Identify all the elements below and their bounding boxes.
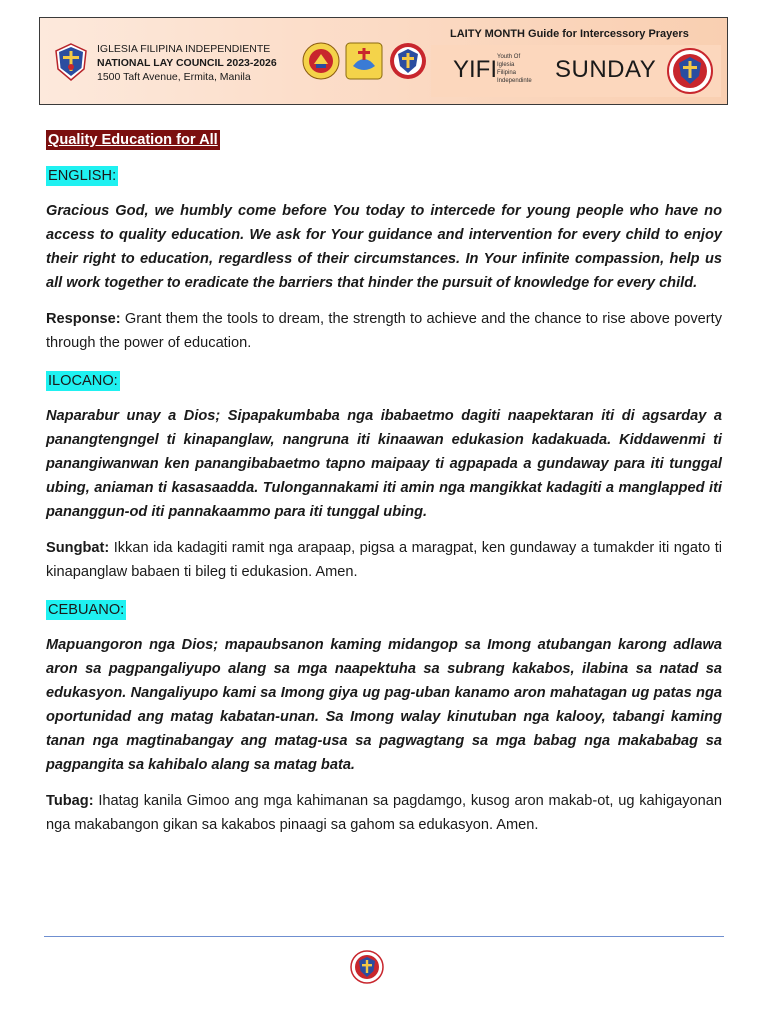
language-label: ENGLISH: <box>48 168 117 184</box>
yifi-sub-line: Filipina <box>497 70 517 76</box>
response-label: Sungbat: <box>46 540 110 556</box>
document-header <box>39 17 728 105</box>
language-label: ILOCANO: <box>48 373 118 389</box>
response-paragraph <box>46 789 722 837</box>
response-text: Grant them the tools to dream, the strength to achieve and the chance to rise above poverty through the power of education. <box>46 311 722 351</box>
response-text: Ikkan ida kadagiti ramit nga arapaap, pigsa a maragpat, ken gundaway a tumakder iti ngato ti kinapanglaw babaen ti bileg ti edukasion. Amen. <box>46 540 722 580</box>
footer-seal-icon <box>350 950 384 984</box>
dove-badge-icon <box>345 42 383 80</box>
prayer-text: Naparabur unay a Dios; Sipapakumbaba nga ibabaetmo dagiti naapektaran iti di agsarday a panangtengngel ti kinapanglaw, nangruna iti kinaawan edukasion kadakuada. Kiddawenmi ti panangiwanwan ken panangibabaetmo tapno maipaay ti agpapada a gundaway para iti tunggal ubing, aniaman ti kasasaadda. Tulongannakami iti amin nga mangikkat kadagiti a manglapped iti pananggun-od iti pannakaammo para iti tunggal ubing. <box>46 408 722 520</box>
response-label: Response: <box>46 311 121 327</box>
org-address: 1500 Taft Avenue, Ermita, Manila <box>97 71 251 83</box>
church-seal-icon <box>54 43 88 81</box>
sunday-label: SUNDAY <box>555 56 657 83</box>
section-cebuano <box>46 584 722 837</box>
prayer-content <box>46 130 722 837</box>
yifi-sub-line: Iglesia <box>497 62 515 68</box>
response-paragraph <box>46 307 722 355</box>
prayer-text: Mapuangoron nga Dios; mapaubsanon kaming midangop sa Imong atubangan karong adlawa aron sa pagpangaliyupo alang sa mga naapektuha sa subrang kakabos, ilabina sa natad sa edukasyon. Nangaliyupo kami sa Imong giya ug pag-uban kanamo aron mahatagan ug patas nga oportunidad ang matag kabatan-unan. Sa Imong walay kinutuban nga kalooy, tabangi kaming tanan nga magtinabangay ang matag-usa sa pagwagtang sa mga babag nga makababag sa pagpangita sa kahibalo alang sa matag bata. <box>46 637 722 773</box>
yifi-subtitle <box>497 53 532 85</box>
council-seal-icon <box>389 42 427 80</box>
laity-badge-icon <box>302 42 340 80</box>
yifi-seal-icon <box>667 48 713 94</box>
prayer-text: Gracious God, we humbly come before You today to intercede for young people who have no access to quality education. We ask for Your guidance and intervention for every child to enjoy their right to education, regardless of their circumstances. In Your infinite compassion, help us all work together to eradicate the barriers that hinder the pursuit of knowledge for every child. <box>46 203 722 291</box>
page-title: Quality Education for All <box>48 132 218 148</box>
section-english <box>46 150 722 355</box>
council-name: NATIONAL LAY COUNCIL 2023-2026 <box>97 57 277 69</box>
response-label: Tubag: <box>46 793 94 809</box>
yifi-sub-line: Independinte <box>497 78 532 84</box>
language-label: CEBUANO: <box>48 602 125 618</box>
response-paragraph <box>46 536 722 584</box>
yifi-label: YIFI <box>453 56 498 83</box>
organization-info <box>97 42 277 84</box>
yifi-sub-line: Youth Of <box>497 54 521 60</box>
guide-title: LAITY MONTH Guide for Intercessory Prayers <box>450 28 689 40</box>
org-name: IGLESIA FILIPINA INDEPENDIENTE <box>97 43 271 55</box>
section-ilocano <box>46 355 722 584</box>
footer-divider <box>44 936 724 937</box>
response-text: Ihatag kanila Gimoo ang mga kahimanan sa pagdamgo, kusog aron makab-ot, ug kahigayonan nga makabangon gikan sa kakabos pinaagi sa gahom sa edukasyon. Amen. <box>46 793 722 833</box>
yifi-sunday-banner <box>431 45 721 97</box>
